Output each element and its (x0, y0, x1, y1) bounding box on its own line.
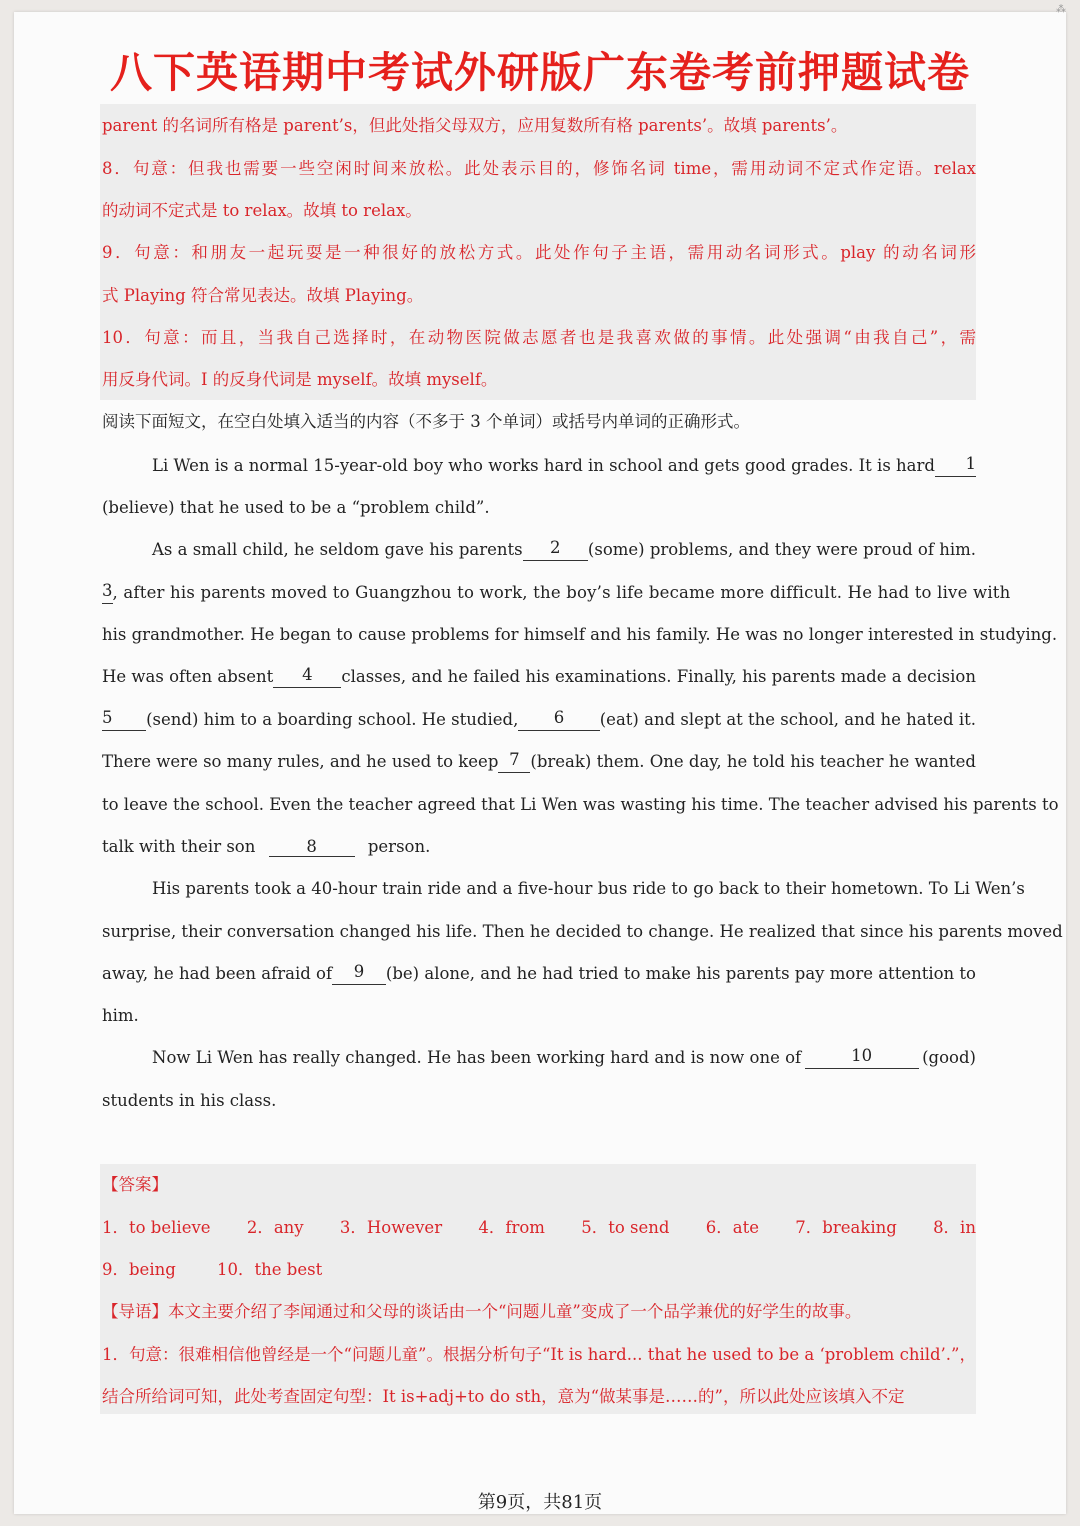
passage-text: He was often absent (102, 667, 274, 686)
explanation-line: 8．句意：但我也需要一些空闲时间来放松。此处表示目的，修饰名词 time，需用动词不定式作定语。relax (102, 159, 976, 178)
answer-item: 9．being (102, 1260, 176, 1279)
page-title: 八下英语期中考试外研版广东卷考前押题试卷 (109, 48, 970, 97)
instruction-text: 阅读下面短文，在空白处填入适当的内容（不多于 3 个单词）或括号内单词的正确形式。 (102, 412, 750, 431)
answer-item: 7．breaking (795, 1218, 897, 1237)
passage-text: classes, and he failed his examinations. Finally, his parents made a decision (341, 667, 976, 686)
answer-blank-8[interactable]: 8 (269, 838, 355, 857)
passage-line (152, 539, 976, 561)
passage-text: (some) problems, and they were proud of him. (587, 540, 976, 559)
answer-blank-1[interactable]: 1 (935, 455, 976, 477)
answer-row (102, 1259, 976, 1281)
passage-line (102, 751, 976, 773)
passage-line: surprise, their conversation changed his life. Then he decided to change. He realized that since his parents moved (102, 922, 1063, 941)
passage-line: His parents took a 40-hour train ride and a five-hour bus ride to go back to their hometown. To Li Wen’s (152, 879, 1025, 898)
answer-item: 3．However (339, 1218, 443, 1237)
passage-line (152, 455, 976, 477)
passage-text: Now Li Wen has really changed. He has been working hard and is now one of (152, 1048, 802, 1067)
answer-item: 8．in (933, 1218, 976, 1237)
answer-row (102, 1217, 976, 1239)
passage-line: him. (102, 1006, 139, 1025)
answer-item: 6．ate (705, 1218, 759, 1237)
explanation-line: 结合所给词可知，此处考查固定句型：It is+adj+to do sth，意为“做某事是……的”，所以此处应该填入不定 (102, 1387, 905, 1406)
passage-line: his grandmother. He began to cause problems for himself and his family. He was no longer interested in studying. (102, 625, 1058, 644)
explanation-line: 10．句意：而且，当我自己选择时，在动物医院做志愿者也是我喜欢做的事情。此处强调“由我自己”，需 (102, 328, 976, 347)
answer-blank-5[interactable]: 5 (102, 709, 146, 731)
passage-text: (send) him to a boarding school. He studied, (146, 710, 519, 729)
passage-line (102, 963, 976, 985)
answer-blank-9[interactable]: 9 (332, 963, 386, 985)
answer-block (100, 1164, 976, 1414)
passage-text: (break) them. One day, he told his teacher he wanted (530, 752, 976, 771)
answer-item: 5．to send (581, 1218, 670, 1237)
passage-text: talk with their son (102, 837, 256, 856)
passage-line (102, 836, 976, 858)
passage-text: There were so many rules, and he used to keep (102, 752, 499, 771)
passage-text: (eat) and slept at the school, and he hated it. (599, 710, 976, 729)
passage-text: away, he had been afraid of (102, 964, 333, 983)
explanation-line: 用反身代词。I 的反身代词是 myself。故填 myself。 (102, 370, 498, 389)
explanation-line: 式 Playing 符合常见表达。故填 Playing。 (102, 286, 424, 305)
explanation-line: 1．句意：很难相信他曾经是一个“问题儿童”。根据分析句子“It is hard... that he used to be a ‘problem child’.”， (102, 1345, 976, 1364)
passage-text: Li Wen is a normal 15-year-old boy who works hard in school and gets good grades. It is hard (152, 456, 935, 475)
explanation-line: parent 的名词所有格是 parent’s，但此处指父母双方，应用复数所有格 parents’。故填 parents’。 (102, 116, 848, 135)
passage-line (102, 581, 1011, 604)
passage-text: (good) (922, 1048, 976, 1067)
corner-mark: ⁂ (1056, 4, 1066, 15)
guide-text: 【导语】本文主要介绍了李闻通过和父母的谈话由一个“问题儿童”变成了一个品学兼优的好学生的故事。 (102, 1302, 862, 1321)
passage-line (102, 666, 976, 688)
explanation-line: 的动词不定式是 to relax。故填 to relax。 (102, 201, 422, 220)
answer-blank-7[interactable]: 7 (498, 751, 530, 773)
passage-text: , after his parents moved to Guangzhou to work, the boy’s life became more difficult. He had to live with (112, 583, 1011, 602)
answer-item: 1．to believe (102, 1218, 211, 1237)
passage-line (152, 1047, 976, 1069)
passage-line: (believe) that he used to be a “problem child”. (102, 498, 490, 517)
passage-line: students in his class. (102, 1091, 277, 1110)
answer-item: 2．any (246, 1218, 304, 1237)
passage-line (102, 709, 976, 731)
passage-line: to leave the school. Even the teacher agreed that Li Wen was wasting his time. The teacher advised his parents to (102, 795, 1059, 814)
passage-text: As a small child, he seldom gave his parents (152, 540, 523, 559)
passage-text: person. (367, 837, 431, 856)
answer-blank-4[interactable]: 4 (273, 666, 341, 688)
explanation-line: 9．句意：和朋友一起玩耍是一种很好的放松方式。此处作句子主语，需用动名词形式。play 的动名词形 (102, 243, 976, 262)
page-number: 第9页，共81页 (477, 1492, 603, 1513)
answer-blank-2[interactable]: 2 (523, 539, 588, 561)
answer-heading: 【答案】 (102, 1175, 168, 1194)
answer-item: 4．from (478, 1218, 545, 1237)
answer-blank-10[interactable]: 10 (805, 1047, 919, 1069)
passage-text: (be) alone, and he had tried to make his parents pay more attention to (385, 964, 976, 983)
answer-item: 10．the best (217, 1260, 323, 1279)
answer-blank-3[interactable]: 3 (102, 582, 113, 604)
answer-blank-6[interactable]: 6 (518, 709, 599, 731)
